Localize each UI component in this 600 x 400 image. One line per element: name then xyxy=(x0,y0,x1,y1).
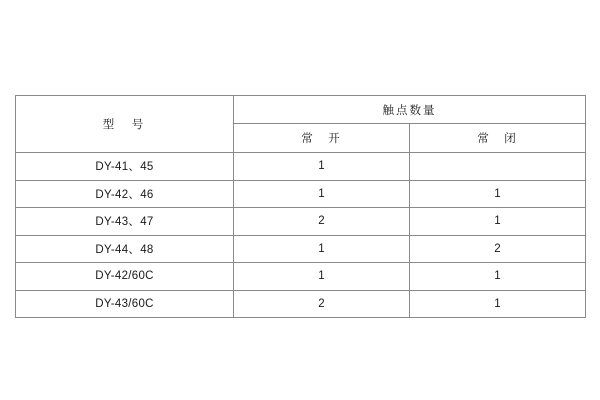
contact-quantity-table-wrapper xyxy=(15,95,585,318)
table-header-row-1 xyxy=(16,96,586,124)
cell-normally-open: 1 xyxy=(234,180,410,208)
table-header xyxy=(16,96,586,153)
header-normally-open: 常 开 xyxy=(234,124,410,153)
cell-model: DY-42/60C xyxy=(16,263,234,291)
cell-normally-closed: 1 xyxy=(410,208,586,236)
contact-quantity-table xyxy=(15,95,586,318)
cell-normally-open: 2 xyxy=(234,290,410,318)
header-normally-closed: 常 闭 xyxy=(410,124,586,153)
table-row xyxy=(16,153,586,181)
cell-normally-closed xyxy=(410,153,586,181)
header-contact-quantity: 触点数量 xyxy=(234,96,586,124)
cell-normally-closed: 1 xyxy=(410,290,586,318)
table-row xyxy=(16,290,586,318)
cell-model: DY-44、48 xyxy=(16,235,234,263)
cell-model: DY-43、47 xyxy=(16,208,234,236)
cell-normally-closed: 1 xyxy=(410,180,586,208)
cell-normally-closed: 1 xyxy=(410,263,586,291)
table-row xyxy=(16,235,586,263)
cell-normally-open: 1 xyxy=(234,263,410,291)
cell-normally-open: 2 xyxy=(234,208,410,236)
table-row xyxy=(16,263,586,291)
cell-normally-open: 1 xyxy=(234,235,410,263)
cell-normally-open: 1 xyxy=(234,153,410,181)
cell-normally-closed: 2 xyxy=(410,235,586,263)
table-body xyxy=(16,153,586,318)
cell-model: DY-41、45 xyxy=(16,153,234,181)
header-model: 型 号 xyxy=(16,96,234,153)
table-row xyxy=(16,180,586,208)
table-row xyxy=(16,208,586,236)
cell-model: DY-43/60C xyxy=(16,290,234,318)
cell-model: DY-42、46 xyxy=(16,180,234,208)
